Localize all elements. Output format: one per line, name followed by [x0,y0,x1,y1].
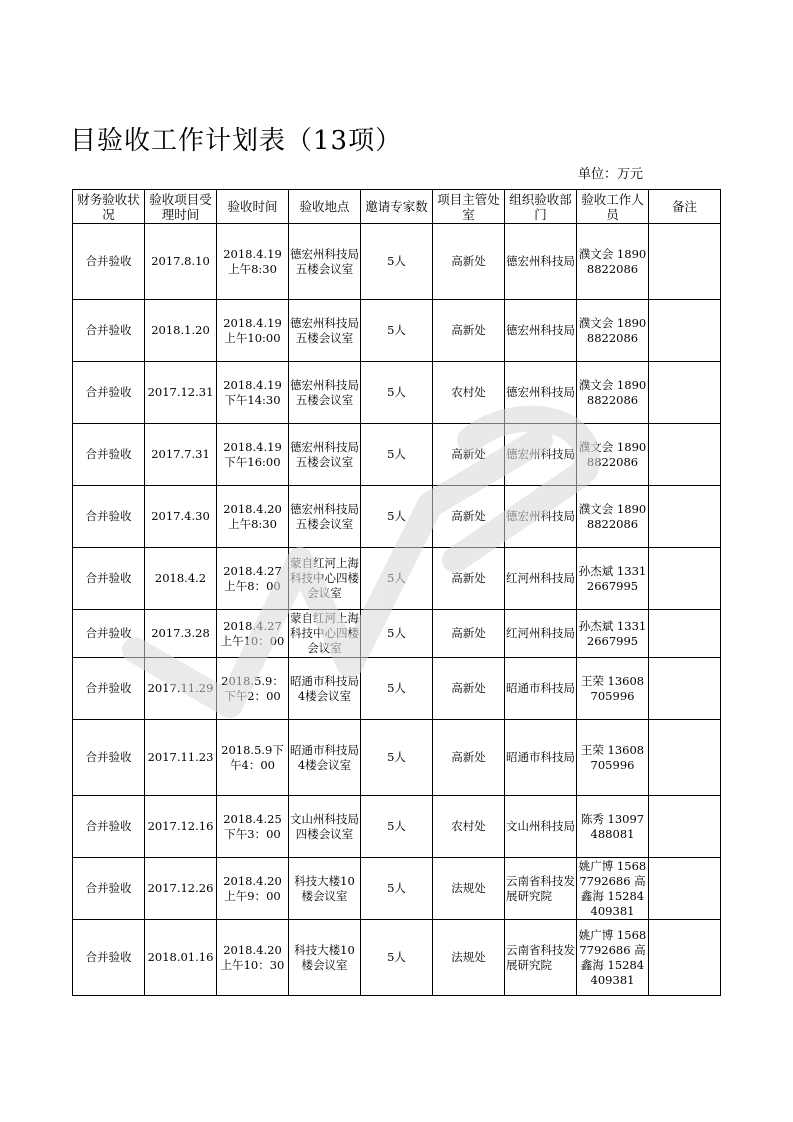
header-office: 项目主管处室 [433,190,505,224]
cell-note [649,300,721,362]
cell-accept-time: 2017.8.10 [145,224,217,300]
cell-place: 科技大楼10楼会议室 [289,858,361,920]
table-row [73,486,721,548]
table-row [73,548,721,610]
cell-review-time: 2018.4.19上午10:00 [217,300,289,362]
cell-experts: 5人 [361,796,433,858]
table-row [73,424,721,486]
unit-label-text: 单位： [578,167,618,182]
cell-note [649,548,721,610]
cell-accept-time: 2017.12.26 [145,858,217,920]
cell-dept: 德宏州科技局 [505,224,577,300]
page-title: 目验收工作计划表（13项） [70,126,403,156]
cell-experts: 5人 [361,224,433,300]
cell-dept: 文山州科技局 [505,796,577,858]
plan-table [72,189,721,996]
table-row [73,610,721,658]
cell-dept: 云南省科技发展研究院 [505,858,577,920]
table-row [73,300,721,362]
cell-office: 高新处 [433,224,505,300]
cell-experts: 5人 [361,362,433,424]
cell-review-time: 2018.4.20上午10：30 [217,920,289,996]
cell-place: 德宏州科技局五楼会议室 [289,300,361,362]
cell-office: 高新处 [433,658,505,720]
cell-place: 文山州科技局四楼会议室 [289,796,361,858]
cell-staff: 王荣 13608705996 [577,658,649,720]
cell-staff: 濮文会 18908822086 [577,424,649,486]
table-row [73,858,721,920]
cell-accept-time: 2017.12.16 [145,796,217,858]
header-status: 财务验收状况 [73,190,145,224]
cell-status: 合并验收 [73,548,145,610]
cell-note [649,610,721,658]
cell-status: 合并验收 [73,610,145,658]
cell-note [649,796,721,858]
cell-place: 蒙自红河上海科技中心四楼会议室 [289,610,361,658]
cell-office: 农村处 [433,796,505,858]
cell-place: 科技大楼10楼会议室 [289,920,361,996]
cell-office: 农村处 [433,362,505,424]
table-row [73,796,721,858]
cell-note [649,224,721,300]
cell-staff: 濮文会 18908822086 [577,362,649,424]
unit-value: 万元 [617,167,644,182]
cell-accept-time: 2018.1.20 [145,300,217,362]
cell-status: 合并验收 [73,486,145,548]
cell-staff: 陈秀 13097488081 [577,796,649,858]
cell-review-time: 2018.4.25下午3：00 [217,796,289,858]
cell-review-time: 2018.4.20上午8:30 [217,486,289,548]
cell-accept-time: 2017.11.29 [145,658,217,720]
cell-accept-time: 2017.7.31 [145,424,217,486]
cell-office: 法规处 [433,858,505,920]
cell-note [649,486,721,548]
cell-place: 昭通市科技局4楼会议室 [289,658,361,720]
cell-accept-time: 2017.12.31 [145,362,217,424]
cell-status: 合并验收 [73,300,145,362]
cell-staff: 姚广博 15687792686 高鑫海 15284409381 [577,858,649,920]
table-row [73,224,721,300]
cell-staff: 王荣 13608705996 [577,720,649,796]
cell-dept: 红河州科技局 [505,548,577,610]
cell-office: 法规处 [433,920,505,996]
header-experts: 邀请专家数 [361,190,433,224]
cell-experts: 5人 [361,424,433,486]
table-row [73,720,721,796]
cell-note [649,424,721,486]
cell-staff: 孙杰斌 13312667995 [577,548,649,610]
header-dept: 组织验收部门 [505,190,577,224]
cell-accept-time: 2017.4.30 [145,486,217,548]
cell-dept: 德宏州科技局 [505,362,577,424]
cell-place: 德宏州科技局五楼会议室 [289,224,361,300]
cell-review-time: 2018.5.9：下午2：00 [217,658,289,720]
cell-office: 高新处 [433,610,505,658]
cell-note [649,658,721,720]
cell-staff: 濮文会 18908822086 [577,224,649,300]
cell-dept: 德宏州科技局 [505,300,577,362]
cell-note [649,858,721,920]
header-note: 备注 [649,190,721,224]
cell-review-time: 2018.4.19下午14:30 [217,362,289,424]
cell-accept-time: 2018.4.2 [145,548,217,610]
cell-status: 合并验收 [73,362,145,424]
cell-staff: 濮文会 18908822086 [577,486,649,548]
cell-note [649,920,721,996]
cell-review-time: 2018.4.19上午8:30 [217,224,289,300]
cell-office: 高新处 [433,300,505,362]
cell-experts: 5人 [361,548,433,610]
cell-experts: 5人 [361,300,433,362]
cell-review-time: 2018.4.19下午16:00 [217,424,289,486]
table-row [73,362,721,424]
cell-review-time: 2018.4.20上午9：00 [217,858,289,920]
unit-label [578,166,643,184]
header-place: 验收地点 [289,190,361,224]
cell-office: 高新处 [433,486,505,548]
cell-office: 高新处 [433,720,505,796]
header-accept-time: 验收项目受理时间 [145,190,217,224]
cell-accept-time: 2018.01.16 [145,920,217,996]
cell-accept-time: 2017.3.28 [145,610,217,658]
cell-staff: 姚广博 15687792686 高鑫海 15284409381 [577,920,649,996]
cell-experts: 5人 [361,858,433,920]
cell-note [649,362,721,424]
cell-review-time: 2018.4.27上午10：00 [217,610,289,658]
cell-review-time: 2018.5.9下午4：00 [217,720,289,796]
cell-status: 合并验收 [73,920,145,996]
cell-place: 德宏州科技局五楼会议室 [289,424,361,486]
cell-accept-time: 2017.11.23 [145,720,217,796]
cell-place: 德宏州科技局五楼会议室 [289,362,361,424]
table-row [73,920,721,996]
cell-office: 高新处 [433,548,505,610]
cell-status: 合并验收 [73,796,145,858]
cell-experts: 5人 [361,610,433,658]
cell-staff: 孙杰斌 13312667995 [577,610,649,658]
table-header-row [73,190,721,224]
header-review-time: 验收时间 [217,190,289,224]
cell-dept: 云南省科技发展研究院 [505,920,577,996]
cell-place: 蒙自红河上海科技中心四楼会议室 [289,548,361,610]
cell-experts: 5人 [361,486,433,548]
header-staff: 验收工作人员 [577,190,649,224]
cell-dept: 昭通市科技局 [505,720,577,796]
cell-dept: 德宏州科技局 [505,486,577,548]
cell-place: 德宏州科技局五楼会议室 [289,486,361,548]
cell-status: 合并验收 [73,720,145,796]
cell-dept: 德宏州科技局 [505,424,577,486]
cell-status: 合并验收 [73,424,145,486]
cell-note [649,720,721,796]
cell-status: 合并验收 [73,224,145,300]
cell-review-time: 2018.4.27上午8：00 [217,548,289,610]
cell-experts: 5人 [361,720,433,796]
cell-dept: 红河州科技局 [505,610,577,658]
cell-dept: 昭通市科技局 [505,658,577,720]
cell-experts: 5人 [361,920,433,996]
cell-status: 合并验收 [73,858,145,920]
cell-office: 高新处 [433,424,505,486]
cell-place: 昭通市科技局4楼会议室 [289,720,361,796]
cell-experts: 5人 [361,658,433,720]
cell-staff: 濮文会 18908822086 [577,300,649,362]
cell-status: 合并验收 [73,658,145,720]
table-row [73,658,721,720]
